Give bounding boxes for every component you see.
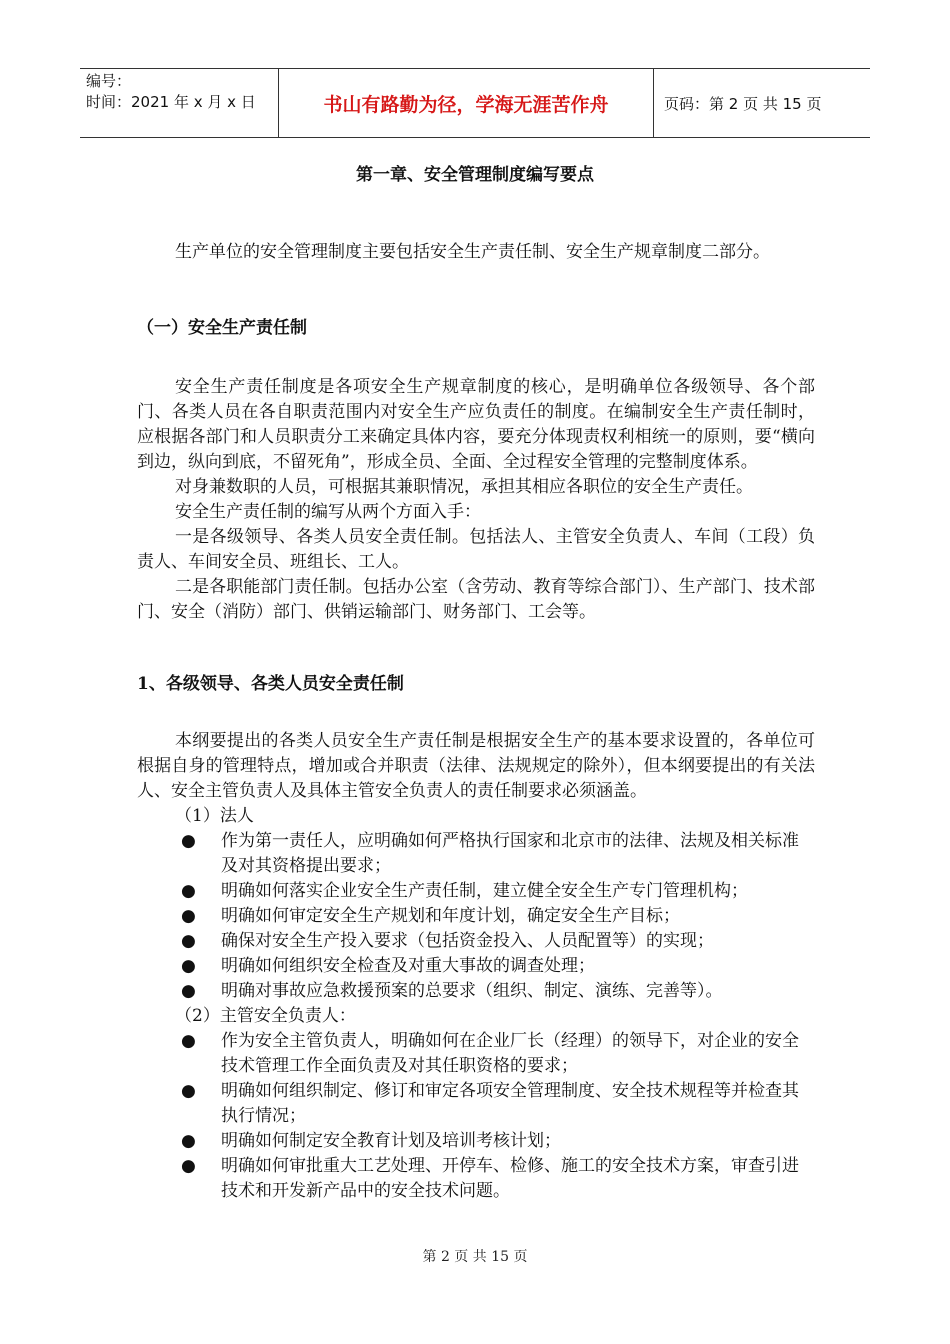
list-item: ● 明确如何落实企业安全生产责任制，建立健全安全生产专门管理机构； — [137, 879, 815, 904]
section1-p2: 对身兼数职的人员，可根据其兼职情况，承担其相应各职位的安全生产责任。 — [175, 477, 753, 497]
code-label: 编号： — [86, 72, 132, 90]
chapter-title: 第一章、安全管理制度编写要点 — [356, 165, 594, 185]
list-item: ● 作为安全主管负责人，明确如何在企业厂长（经理）的领导下，对企业的安全技术管理工作全面负责及对其任职资格的要求； — [181, 1031, 799, 1076]
list-item: ● 明确如何审批重大工艺处理、开停车、检修、施工的安全技术方案，审查引进技术和开发新产品中的安全技术问题。 — [181, 1156, 799, 1201]
section1-heading: （一）安全生产责任制 — [137, 318, 307, 338]
section2-heading: 1、各级领导、各类人员安全责任制 — [137, 674, 404, 694]
list-item: ● 确保对安全生产投入要求（包括资金投入、人员配置等）的实现； — [137, 929, 815, 954]
bullet-icon: ● — [181, 831, 196, 851]
header-page-info: 页码：第 2 页 共 15 页 — [664, 94, 822, 113]
list-item: ● 明确对事故应急救援预案的总要求（组织、制定、演练、完善等）。 — [137, 979, 815, 1004]
bullet-icon: ● — [181, 1031, 196, 1051]
safety-manager-label: （2）主管安全负责人： — [175, 1006, 356, 1026]
section1-p4: 一是各级领导、各类人员安全责任制。包括法人、主管安全负责人、车间（工段）负责人、车间安全员、班组长、工人。 — [137, 527, 815, 572]
page-header — [80, 68, 870, 138]
list-item: ● 作为第一责任人，应明确如何严格执行国家和北京市的法律、法规及相关标准及对其资格提出要求； — [181, 831, 799, 876]
safety-manager-list — [137, 1029, 815, 1204]
legal-person-label: （1）法人 — [175, 806, 254, 826]
intro-paragraph: 生产单位的安全管理制度主要包括安全生产责任制、安全生产规章制度二部分。 — [175, 242, 770, 262]
bullet-icon: ● — [181, 906, 196, 926]
section2-p1: 本纲要提出的各类人员安全生产责任制是根据安全生产的基本要求设置的，各单位可根据自身的管理特点，增加或合并职责（法律、法规规定的除外），但本纲要提出的有关法人、安全主管负责人及具体主管安全负责人的责任制要求必须涵盖。 — [137, 731, 815, 801]
section1-heading-block — [137, 313, 815, 338]
bullet-icon: ● — [181, 1131, 196, 1151]
bullet-icon: ● — [181, 1156, 196, 1176]
list-item: ● 明确如何制定安全教育计划及培训考核计划； — [137, 1129, 815, 1154]
bullet-icon: ● — [181, 1081, 196, 1101]
list-item: ● 明确如何组织制定、修订和审定各项安全管理制度、安全技术规程等并检查其执行情况； — [181, 1081, 799, 1126]
section1-p1: 安全生产责任制度是各项安全生产规章制度的核心，是明确单位各级领导、各个部门、各类人员在各自职责范围内对安全生产应负责任的制度。在编制安全生产责任制时，应根据各部门和人员职责分工来确定具体内容，要充分体现责权利相统一的原则，要“横向到边，纵向到底，不留死角”，形成全员、全面、全过程安全管理的完整制度体系。 — [137, 377, 815, 472]
header-meta — [80, 69, 279, 137]
bullet-icon: ● — [181, 931, 196, 951]
date-label: 时间：2021 年 x 月 x 日 — [86, 93, 256, 111]
header-motto: 书山有路勤为径，学海无涯苦作舟 — [279, 69, 654, 137]
list-item: ● 明确如何组织安全检查及对重大事故的调查处理； — [137, 954, 815, 979]
page-footer: 第 2 页 共 15 页 — [422, 1249, 528, 1265]
bullet-icon: ● — [181, 981, 196, 1001]
section1-p3: 安全生产责任制的编写从两个方面入手： — [175, 502, 481, 522]
bullet-icon: ● — [181, 956, 196, 976]
section1-p5: 二是各职能部门责任制。包括办公室（含劳动、教育等综合部门）、生产部门、技术部门、安全（消防）部门、供销运输部门、财务部门、工会等。 — [137, 577, 815, 622]
legal-person-list — [137, 829, 815, 1004]
section2-heading-block — [137, 669, 815, 694]
bullet-icon: ● — [181, 881, 196, 901]
section2-body — [137, 729, 815, 1204]
section1-body — [137, 375, 815, 625]
intro-block — [137, 240, 815, 265]
list-item: ● 明确如何审定安全生产规划和年度计划，确定安全生产目标； — [137, 904, 815, 929]
